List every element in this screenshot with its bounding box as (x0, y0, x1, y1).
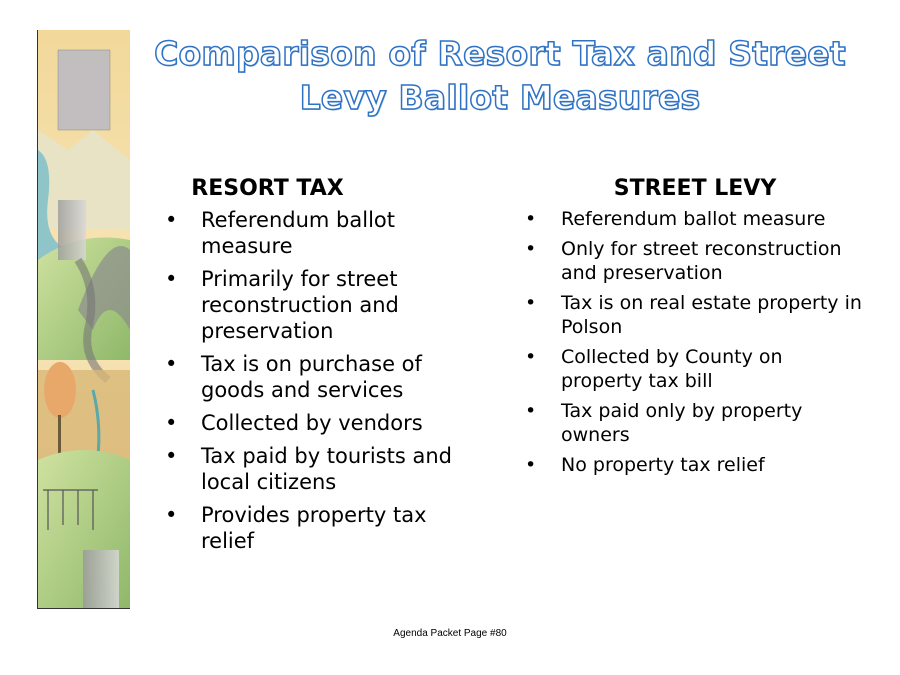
page-footer: Agenda Packet Page #80 (393, 628, 507, 639)
list-item: • Tax is on purchase of goods and services (165, 352, 422, 402)
decorative-side-illustration (37, 30, 130, 609)
bullet-icon: • (525, 208, 537, 230)
bullet-icon: • (525, 346, 537, 368)
slide-title: Comparison of Resort Tax and Street Levy Ballot Measures (154, 34, 846, 117)
bullet-icon: • (525, 292, 537, 314)
list-item: • Primarily for street reconstruction and preservation (165, 267, 399, 343)
list-item: • Tax is on real estate property in Polson (525, 292, 862, 338)
street-levy-heading: STREET LEVY (613, 176, 777, 201)
list-item: • Referendum ballot measure (165, 208, 396, 258)
list-item: • Tax paid only by property owners (525, 400, 803, 446)
bullet-icon: • (165, 503, 178, 527)
resort-tax-heading: RESORT TAX (191, 176, 344, 201)
list-item: • Referendum ballot measure (525, 208, 826, 230)
street-levy-list (525, 207, 865, 477)
bullet-icon: • (165, 352, 178, 376)
list-item: • Only for street reconstruction and preservation (525, 238, 842, 284)
resort-tax-list (165, 207, 465, 554)
list-item: • No property tax relief (525, 454, 765, 476)
list-item: • Collected by County on property tax bill (525, 346, 783, 392)
bullet-icon: • (165, 411, 178, 435)
list-item: • Collected by vendors (165, 411, 423, 435)
list-item: • Tax paid by tourists and local citizens (165, 444, 452, 494)
bullet-icon: • (525, 454, 537, 476)
bullet-icon: • (165, 444, 178, 468)
list-item: • Provides property tax relief (165, 503, 427, 553)
bullet-icon: • (525, 238, 537, 260)
bullet-icon: • (165, 267, 178, 291)
street-levy-column (525, 176, 865, 483)
bullet-icon: • (165, 208, 178, 232)
bullet-icon: • (525, 400, 537, 422)
resort-tax-column (165, 176, 465, 561)
